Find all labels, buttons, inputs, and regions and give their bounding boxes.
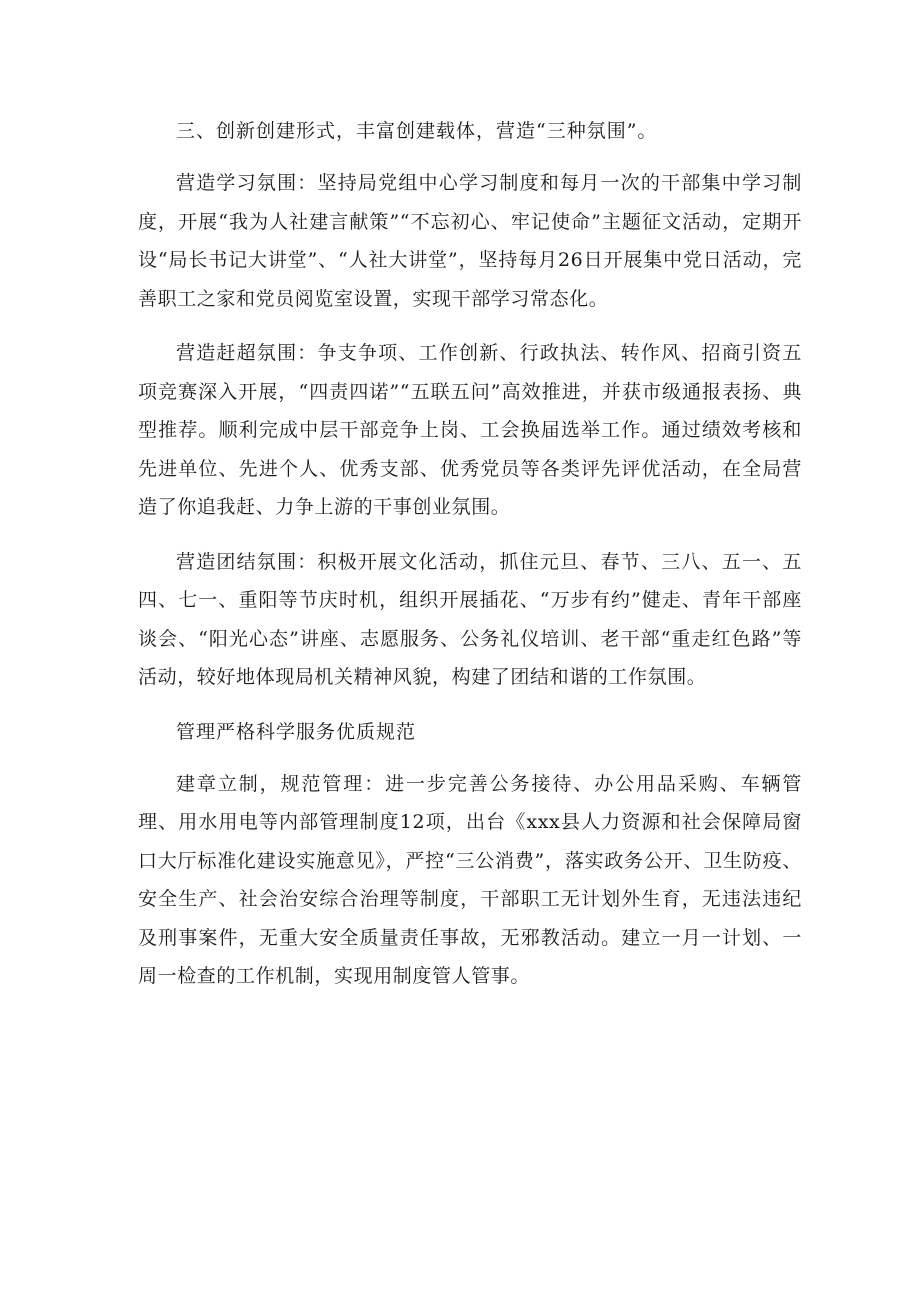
paragraph-catch-up-atmosphere: 营造赶超氛围：争支争项、工作创新、行政执法、转作风、招商引资五项竞赛深入开展，“四责四诺”“五联五问”高效推进，并获市级通报表扬、典型推荐。顺利完成中层干部竞争上岗、工会换届选举工作。通过绩效考核和先进单位、先进个人、优秀支部、优秀党员等各类评先评优活动，在全局营造了你追我赶、力争上游的干事创业氛围。 (138, 342, 802, 518)
paragraph-unity-atmosphere: 营造团结氛围：积极开展文化活动，抓住元旦、春节、三八、五一、五四、七一、重阳等节庆时机，组织开展插花、“万步有约”健走、青年干部座谈会、“阳光心态”讲座、志愿服务、公务礼仪培训、老干部“重走红色路”等活动，较好地体现局机关精神风貌，构建了团结和谐的工作氛围。 (138, 550, 802, 688)
management-subheading: 管理严格科学服务优质规范 (176, 720, 417, 743)
paragraph-learning-atmosphere: 营造学习氛围：坚持局党组中心学习制度和每月一次的干部集中学习制度，开展“我为人社建言献策”“不忘初心、牢记使命”主题征文活动，定期开设“局长书记大讲堂”、“人社大讲堂”，坚持每月26日开展集中党日活动，完善职工之家和党员阅览室设置，实现干部学习常态化。 (138, 172, 802, 310)
section-heading: 三、创新创建形式，丰富创建载体，营造“三种氛围”。 (176, 120, 658, 142)
document-body (138, 112, 802, 1012)
paragraph-regulations: 建章立制，规范管理：进一步完善公务接待、办公用品采购、车辆管理、用水用电等内部管理制度12项，出台《xxx县人力资源和社会保障局窗口大厅标准化建设实施意见》，严控“三公消费”，落实政务公开、卫生防疫、安全生产、社会治安综合治理等制度，干部职工无计划外生育，无违法违纪及刑事案件，无重大安全质量责任事故，无邪教活动。建立一月一计划、一周一检查的工作机制，实现用制度管人管事。 (138, 772, 802, 987)
